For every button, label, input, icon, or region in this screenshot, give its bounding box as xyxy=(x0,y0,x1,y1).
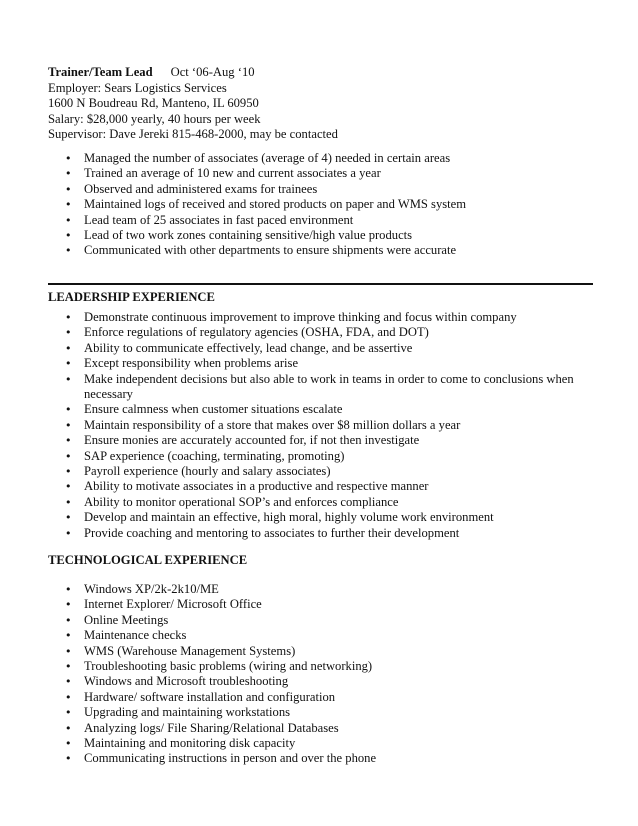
leadership-heading: LEADERSHIP EXPERIENCE xyxy=(48,290,215,304)
list-item: • Troubleshooting basic problems (wiring and networking) xyxy=(48,659,593,674)
job-entry xyxy=(48,65,608,143)
list-item: • Analyzing logs/ File Sharing/Relational Databases xyxy=(48,721,593,736)
job-title: Trainer/Team Lead xyxy=(48,65,153,79)
list-item: • Upgrading and maintaining workstations xyxy=(48,705,593,720)
list-item: • Ability to motivate associates in a productive and respective manner xyxy=(48,479,593,494)
list-item: • Windows XP/2k-2k10/ME xyxy=(48,582,593,597)
list-item: • Observed and administered exams for trainees xyxy=(48,182,608,197)
list-item: • Trained an average of 10 new and current associates a year xyxy=(48,166,608,181)
list-item: • Lead of two work zones containing sensitive/high value products xyxy=(48,228,608,243)
list-item: • Managed the number of associates (average of 4) needed in certain areas xyxy=(48,151,608,166)
list-item: • Maintenance checks xyxy=(48,628,593,643)
job-employer: Employer: Sears Logistics Services xyxy=(48,80,227,95)
job-duties-list xyxy=(48,151,608,259)
list-item: • Enforce regulations of regulatory agencies (OSHA, FDA, and DOT) xyxy=(48,325,593,340)
job-dates: Oct ‘06-Aug ‘10 xyxy=(170,65,255,79)
list-item: • Ability to monitor operational SOP’s and enforces compliance xyxy=(48,495,593,510)
list-item: • WMS (Warehouse Management Systems) xyxy=(48,644,593,659)
list-item: • SAP experience (coaching, terminating, promoting) xyxy=(48,449,593,464)
section-divider xyxy=(48,283,593,285)
list-item: • Ability to communicate effectively, lead change, and be assertive xyxy=(48,341,593,356)
list-item: • Maintain responsibility of a store that makes over $8 million dollars a year xyxy=(48,418,593,433)
job-supervisor: Supervisor: Dave Jereki 815-468-2000, may be contacted xyxy=(48,127,338,142)
list-item: • Online Meetings xyxy=(48,613,593,628)
list-item: • Communicating instructions in person and over the phone xyxy=(48,751,593,766)
job-salary: Salary: $28,000 yearly, 40 hours per week xyxy=(48,111,261,126)
technology-list xyxy=(48,582,593,767)
list-item: • Demonstrate continuous improvement to improve thinking and focus within company xyxy=(48,310,593,325)
list-item: • Maintaining and monitoring disk capacity xyxy=(48,736,593,751)
list-item: • Payroll experience (hourly and salary associates) xyxy=(48,464,593,479)
leadership-list xyxy=(48,310,593,541)
list-item: • Ensure monies are accurately accounted for, if not then investigate xyxy=(48,433,593,448)
list-item: • Except responsibility when problems arise xyxy=(48,356,593,371)
job-title-line xyxy=(48,65,608,81)
list-item: • Provide coaching and mentoring to associates to further their development xyxy=(48,526,593,541)
list-item: • Develop and maintain an effective, high moral, highly volume work environment xyxy=(48,510,593,525)
job-address: 1600 N Boudreau Rd, Manteno, IL 60950 xyxy=(48,96,259,111)
list-item: • Lead team of 25 associates in fast paced environment xyxy=(48,213,608,228)
technology-heading: TECHNOLOGICAL EXPERIENCE xyxy=(48,553,248,567)
list-item: • Internet Explorer/ Microsoft Office xyxy=(48,597,593,612)
list-item: • Maintained logs of received and stored products on paper and WMS system xyxy=(48,197,608,212)
list-item: • Communicated with other departments to ensure shipments were accurate xyxy=(48,243,608,258)
list-item: • Hardware/ software installation and configuration xyxy=(48,690,593,705)
list-item: • Make independent decisions but also able to work in teams in order to come to conclusions when necessary xyxy=(48,372,593,403)
list-item: • Windows and Microsoft troubleshooting xyxy=(48,674,593,689)
list-item: • Ensure calmness when customer situations escalate xyxy=(48,402,593,417)
